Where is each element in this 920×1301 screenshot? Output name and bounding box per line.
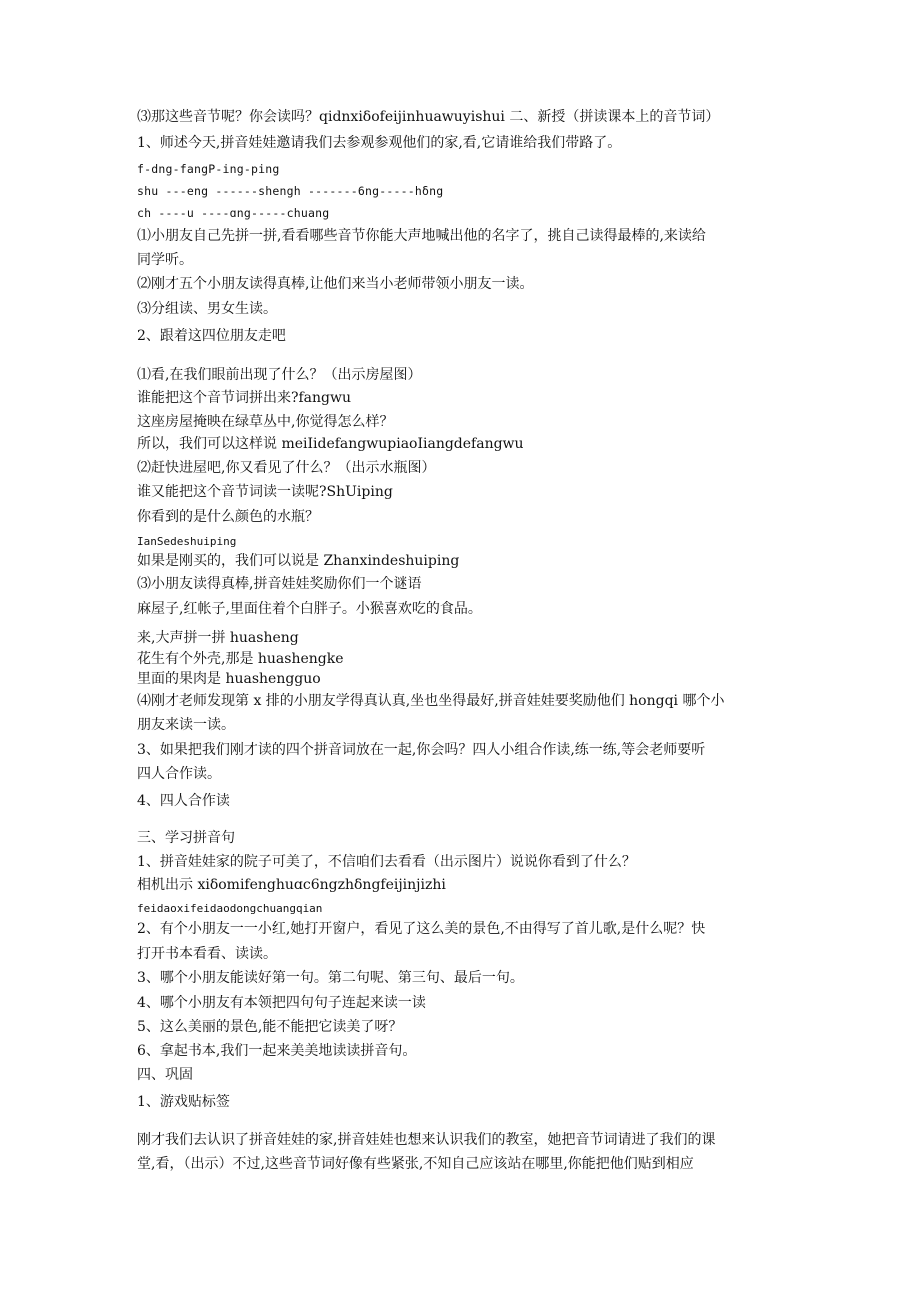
- text-line: 1、师述今天,拼音娃娃邀请我们去参观参观他们的家,看,它请谁给我们带路了。: [137, 135, 622, 151]
- text-line: 如果是刚买的，我们可以说是 Zhanxindeshuiping: [137, 553, 460, 569]
- section-heading: 1、游戏贴标签: [137, 1094, 230, 1110]
- text-line: ⑵赶快进屋吧,你又看见了什么？（出示水瓶图）: [137, 460, 436, 476]
- text-line: 3、如果把我们刚才读的四个拼音词放在一起,你会吗？四人小组合作读,练一练,等会老师要听: [137, 742, 706, 758]
- pinyin-line: shu ---eng ------shengh -------6ng-----hδng: [137, 184, 444, 198]
- text-line: ⑷刚才老师发现第 x 排的小朋友学得真认真,坐也坐得最好,拼音娃娃要奖励他们 hongqi 哪个小: [137, 693, 725, 709]
- text-line: 相机出示 xiδomifenghuɑc6ngzhδngfeijinjizhi: [137, 877, 446, 893]
- text-line: 麻屋子,红帐子,里面住着个白胖子。小猴喜欢吃的食品。: [137, 601, 482, 617]
- text-line: 4、哪个小朋友有本领把四句句子连起来读一读: [137, 995, 426, 1011]
- text-line: ⑴看,在我们眼前出现了什么？（出示房屋图）: [137, 367, 422, 383]
- text-line: ⑴小朋友自己先拼一拼,看看哪些音节你能大声地喊出他的名字了，挑自己读得最棒的,来读给: [137, 228, 706, 244]
- text-line: ⑶小朋友读得真棒,拼音娃娃奖励你们一个谜语: [137, 576, 422, 592]
- pinyin-line: IanSedeshuiping: [137, 535, 237, 548]
- pinyin-line: feidaoxifeidaodongchuangqian: [137, 902, 323, 915]
- section-heading: 四、巩固: [137, 1067, 193, 1083]
- text-line: 同学听。: [137, 252, 193, 268]
- text-line: 1、拼音娃娃家的院子可美了，不信咱们去看看（出示图片）说说你看到了什么？: [137, 854, 636, 870]
- text-line: 刚才我们去认识了拼音娃娃的家,拼音娃娃也想来认识我们的教室，她把音节词请进了我们的课: [137, 1132, 716, 1148]
- text-line: ⑶分组读、男女生读。: [137, 301, 277, 317]
- text-line: 谁能把这个音节词拼出来?fangwu: [137, 390, 352, 406]
- text-line: 来,大声拼一拼 huasheng: [137, 630, 299, 646]
- section-heading: 2、跟着这四位朋友走吧: [137, 328, 286, 344]
- pinyin-line: ch ----u ----ɑng-----chuang: [137, 206, 330, 220]
- section-heading: 三、学习拼音句: [137, 830, 235, 846]
- text-line: 里面的果肉是 huashengguo: [137, 671, 321, 687]
- text-line: ⑵刚才五个小朋友读得真棒,让他们来当小老师带领小朋友一读。: [137, 276, 534, 292]
- text-line: ⑶那这些音节呢？你会读吗？qidnxiδofeijinhuawuyishui 二、新授（拼读课本上的音节词）: [137, 109, 720, 125]
- section-heading: 4、四人合作读: [137, 793, 230, 809]
- text-line: 所以，我们可以这样说 meiIidefangwupiaoIiangdefangwu: [137, 436, 524, 452]
- text-line: 2、有个小朋友一一小红,她打开窗户，看见了这么美的景色,不由得写了首儿歌,是什么呢？快: [137, 921, 706, 937]
- text-line: 5、这么美丽的景色,能不能把它读美了呀？: [137, 1019, 403, 1035]
- text-line: 朋友来读一读。: [137, 717, 235, 733]
- text-line: 6、拿起书本,我们一起来美美地读读拼音句。: [137, 1043, 417, 1059]
- text-line: 谁又能把这个音节词读一读呢?ShUiping: [137, 484, 393, 500]
- text-line: 3、哪个小朋友能读好第一句。第二句呢、第三句、最后一句。: [137, 970, 524, 986]
- text-line: 四人合作读。: [137, 766, 221, 782]
- text-line: 打开书本看看、读读。: [137, 946, 277, 962]
- text-line: 这座房屋掩映在绿草丛中,你觉得怎么样？: [137, 414, 394, 430]
- pinyin-line: f-dng-fangP-ing-ping: [137, 162, 280, 176]
- text-line: 堂,看，（出示）不过,这些音节词好像有些紧张,不知自己应该站在哪里,你能把他们贴到相应: [137, 1156, 694, 1172]
- text-line: 你看到的是什么颜色的水瓶？: [137, 509, 319, 525]
- text-line: 花生有个外壳,那是 huashengke: [137, 651, 344, 667]
